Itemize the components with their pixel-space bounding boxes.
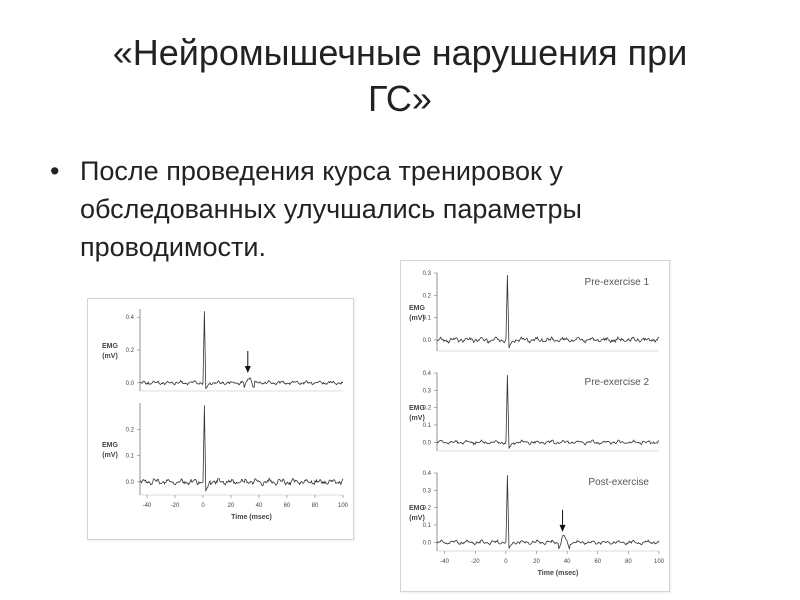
left-chart-panel-2-y-tick-label: 0.0	[125, 479, 134, 486]
left-chart-panel-1-y-label: EMG	[102, 343, 118, 350]
right-chart-panel-2-y-tick-label: 0.0	[422, 440, 431, 447]
right-chart-panel-2-y-tick-label: 0.1	[422, 423, 431, 429]
left-chart-x-tick-label: 60	[283, 503, 291, 509]
right-chart-panel-3-y-unit: (mV)	[409, 515, 425, 522]
left-chart-panel-1-y-tick-label: 0.4	[125, 315, 134, 322]
right-chart-x-tick-label: -40	[440, 559, 449, 565]
left-chart-x-tick-label: 0	[201, 503, 205, 509]
right-chart-x-label: Time (msec)	[537, 570, 579, 577]
right-chart-x-tick-label: 60	[594, 559, 602, 565]
title-line-1: «Нейромышечные нарушения при	[112, 32, 688, 73]
right-chart-panel-1-y-tick-label: 0.1	[422, 315, 431, 322]
emg-figure-left	[87, 298, 354, 540]
left-chart-panel-2-y-label: EMG	[102, 442, 118, 449]
emg-chart-right	[401, 261, 669, 591]
right-chart-panel-1-condition-label: Pre-exercise 1	[584, 277, 649, 288]
left-chart-panel-2-emg-trace	[140, 405, 343, 490]
bullet-line-1: После проведения курса тренировок у	[80, 156, 563, 186]
right-chart-panel-1-y-unit: (mV)	[409, 315, 425, 322]
right-chart-panel-3-y-tick-label: 0.3	[422, 488, 431, 495]
right-chart-panel-2-y-tick-label: 0.3	[422, 388, 431, 395]
left-chart-x-label: Time (msec)	[231, 514, 272, 521]
left-chart-panel-1-emg-trace	[140, 311, 343, 388]
left-chart-panel-1-y-tick-label: 0.2	[125, 348, 134, 354]
bullet-dot: •	[50, 156, 60, 186]
right-chart-x-tick-label: -20	[470, 559, 480, 565]
left-chart-panel-1-arrow-head	[245, 366, 251, 373]
right-chart-panel-2-y-tick-label: 0.4	[422, 371, 431, 377]
slide-title	[40, 30, 760, 122]
bullet-text	[80, 152, 750, 266]
left-chart-panel-1-y-tick-label: 0.0	[125, 380, 134, 387]
right-chart-x-tick-label: 80	[625, 559, 632, 565]
left-chart-x-tick-label: 80	[311, 503, 319, 509]
right-chart-x-tick-label: 40	[563, 559, 571, 565]
right-chart-panel-1-y-tick-label: 0.2	[422, 293, 431, 300]
left-chart-x-tick-label: 40	[255, 503, 263, 509]
left-chart-x-tick-label: -40	[142, 503, 152, 509]
emg-figure-right	[400, 260, 670, 592]
emg-chart-left	[88, 299, 353, 539]
left-chart-panel-1-y-unit: (mV)	[102, 353, 118, 360]
right-chart-x-tick-label: 20	[533, 559, 540, 565]
right-chart-x-tick-label: 100	[653, 559, 665, 565]
right-chart-panel-2-y-unit: (mV)	[409, 415, 425, 422]
right-chart-panel-2-condition-label: Pre-exercise 2	[584, 377, 649, 388]
right-chart-panel-1-y-tick-label: 0.0	[422, 337, 431, 344]
right-chart-x-tick-label: 0	[504, 559, 508, 565]
right-chart-panel-2-y-tick-label: 0.2	[422, 405, 431, 412]
left-chart-x-tick-label: -20	[170, 503, 180, 509]
right-chart-panel-3-y-tick-label: 0.0	[422, 540, 431, 547]
right-chart-panel-2-y-label: EMG	[409, 405, 425, 412]
left-chart-x-tick-label: 100	[337, 503, 349, 509]
bullet-line-3: проводимости.	[80, 232, 266, 262]
right-chart-panel-3-arrow-head	[560, 525, 566, 532]
left-chart-panel-2-y-tick-label: 0.2	[125, 427, 134, 434]
right-chart-panel-3-y-label: EMG	[409, 505, 425, 512]
right-chart-panel-3-y-tick-label: 0.4	[422, 471, 431, 477]
bullet-line-2: обследованных улучшались параметры	[80, 194, 582, 224]
right-chart-panel-3-y-tick-label: 0.2	[422, 505, 431, 512]
right-chart-panel-1-y-tick-label: 0.3	[422, 271, 431, 277]
left-chart-panel-2-y-tick-label: 0.1	[125, 453, 134, 460]
left-chart-x-tick-label: 20	[227, 503, 235, 509]
right-chart-panel-3-y-tick-label: 0.1	[422, 523, 431, 529]
right-chart-panel-1-y-label: EMG	[409, 305, 425, 312]
title-line-2: ГС»	[368, 78, 432, 119]
right-chart-panel-3-condition-label: Post-exercise	[588, 477, 649, 488]
left-chart-panel-2-y-unit: (mV)	[102, 452, 118, 459]
